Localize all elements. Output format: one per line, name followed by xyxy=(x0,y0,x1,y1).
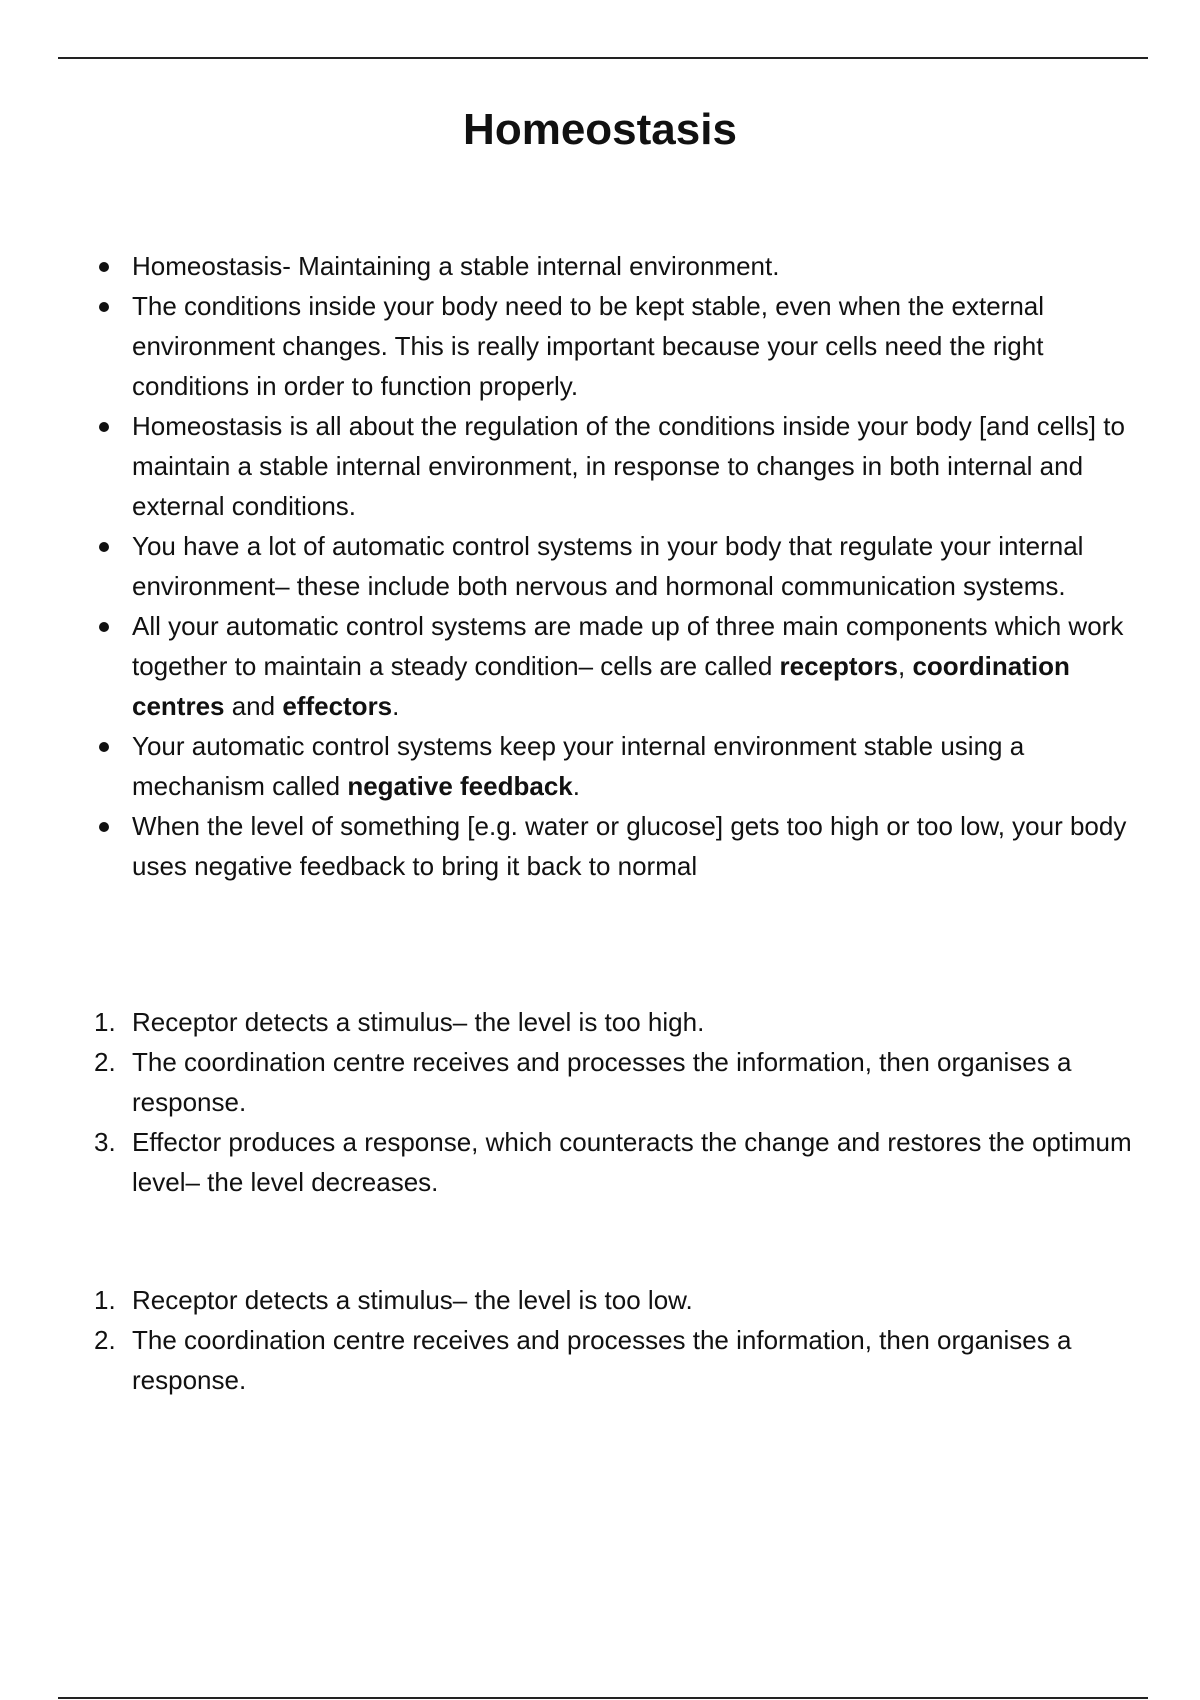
bullet-text: Your automatic control systems keep your internal environment stable using a mechanism called xyxy=(132,731,1025,801)
bullet-dot-icon xyxy=(99,622,109,632)
item-number: 2. xyxy=(94,1325,116,1355)
bullet-item xyxy=(132,406,1152,526)
bullet-dot-icon xyxy=(99,742,109,752)
numbered-item xyxy=(94,1002,1152,1042)
bullet-text: When the level of something [e.g. water or glucose] gets too high or too low, your body uses negative feedback to bring it back to normal xyxy=(132,811,1127,881)
bullet-dot-icon xyxy=(99,302,109,312)
bold-term: receptors xyxy=(779,651,898,681)
item-text: The coordination centre receives and processes the information, then organises a response. xyxy=(132,1047,1072,1117)
numbered-item xyxy=(94,1280,1152,1320)
bullet-text: All your automatic control systems are made up of three main components which work together to maintain a steady condition– cells are called xyxy=(132,611,1124,681)
numbered-list-too-high xyxy=(94,1002,1152,1202)
item-number: 1. xyxy=(94,1007,116,1037)
bullet-dot-icon xyxy=(99,262,109,272)
bullet-item xyxy=(132,286,1152,406)
bullet-dot-icon xyxy=(99,822,109,832)
bullet-text: Homeostasis is all about the regulation of the conditions inside your body [and cells] to maintain a stable internal environment, in response to changes in both internal and external conditions. xyxy=(132,411,1125,521)
bullet-dot-icon xyxy=(99,422,109,432)
bullet-text: . xyxy=(392,691,400,721)
bullet-text: , xyxy=(898,651,913,681)
bullet-list xyxy=(132,246,1152,886)
bold-term: coordination centres xyxy=(132,651,1070,721)
numbered-item xyxy=(94,1320,1152,1400)
item-number: 3. xyxy=(94,1127,116,1157)
bullet-item xyxy=(132,246,1152,286)
bullet-item xyxy=(132,726,1152,806)
bullet-item xyxy=(132,606,1152,726)
bullet-text: . xyxy=(572,771,580,801)
bullet-text: The conditions inside your body need to be kept stable, even when the external environment changes. This is really important because your cells need the right conditions in order to function properly. xyxy=(132,291,1045,401)
bullet-item xyxy=(132,526,1152,606)
item-text: The coordination centre receives and processes the information, then organises a response. xyxy=(132,1325,1072,1395)
numbered-list-too-low xyxy=(94,1280,1152,1400)
bullet-text: Homeostasis- Maintaining a stable internal environment. xyxy=(132,251,780,281)
footer-rule xyxy=(58,1697,1148,1699)
item-number: 2. xyxy=(94,1047,116,1077)
bold-term: negative feedback xyxy=(347,771,573,801)
bullet-item xyxy=(132,806,1152,886)
page-title: Homeostasis xyxy=(463,105,737,154)
item-number: 1. xyxy=(94,1285,116,1315)
numbered-item xyxy=(94,1122,1152,1202)
item-text: Receptor detects a stimulus– the level is too low. xyxy=(132,1285,693,1315)
bullet-dot-icon xyxy=(99,542,109,552)
item-text: Effector produces a response, which counteracts the change and restores the optimum level– the level decreases. xyxy=(132,1127,1132,1197)
header-rule xyxy=(58,57,1148,59)
item-text: Receptor detects a stimulus– the level is too high. xyxy=(132,1007,705,1037)
bullet-text: and xyxy=(224,691,283,721)
bold-term: effectors xyxy=(282,691,393,721)
bullet-text: You have a lot of automatic control systems in your body that regulate your internal environment– these include both nervous and hormonal communication systems. xyxy=(132,531,1084,601)
numbered-item xyxy=(94,1042,1152,1122)
